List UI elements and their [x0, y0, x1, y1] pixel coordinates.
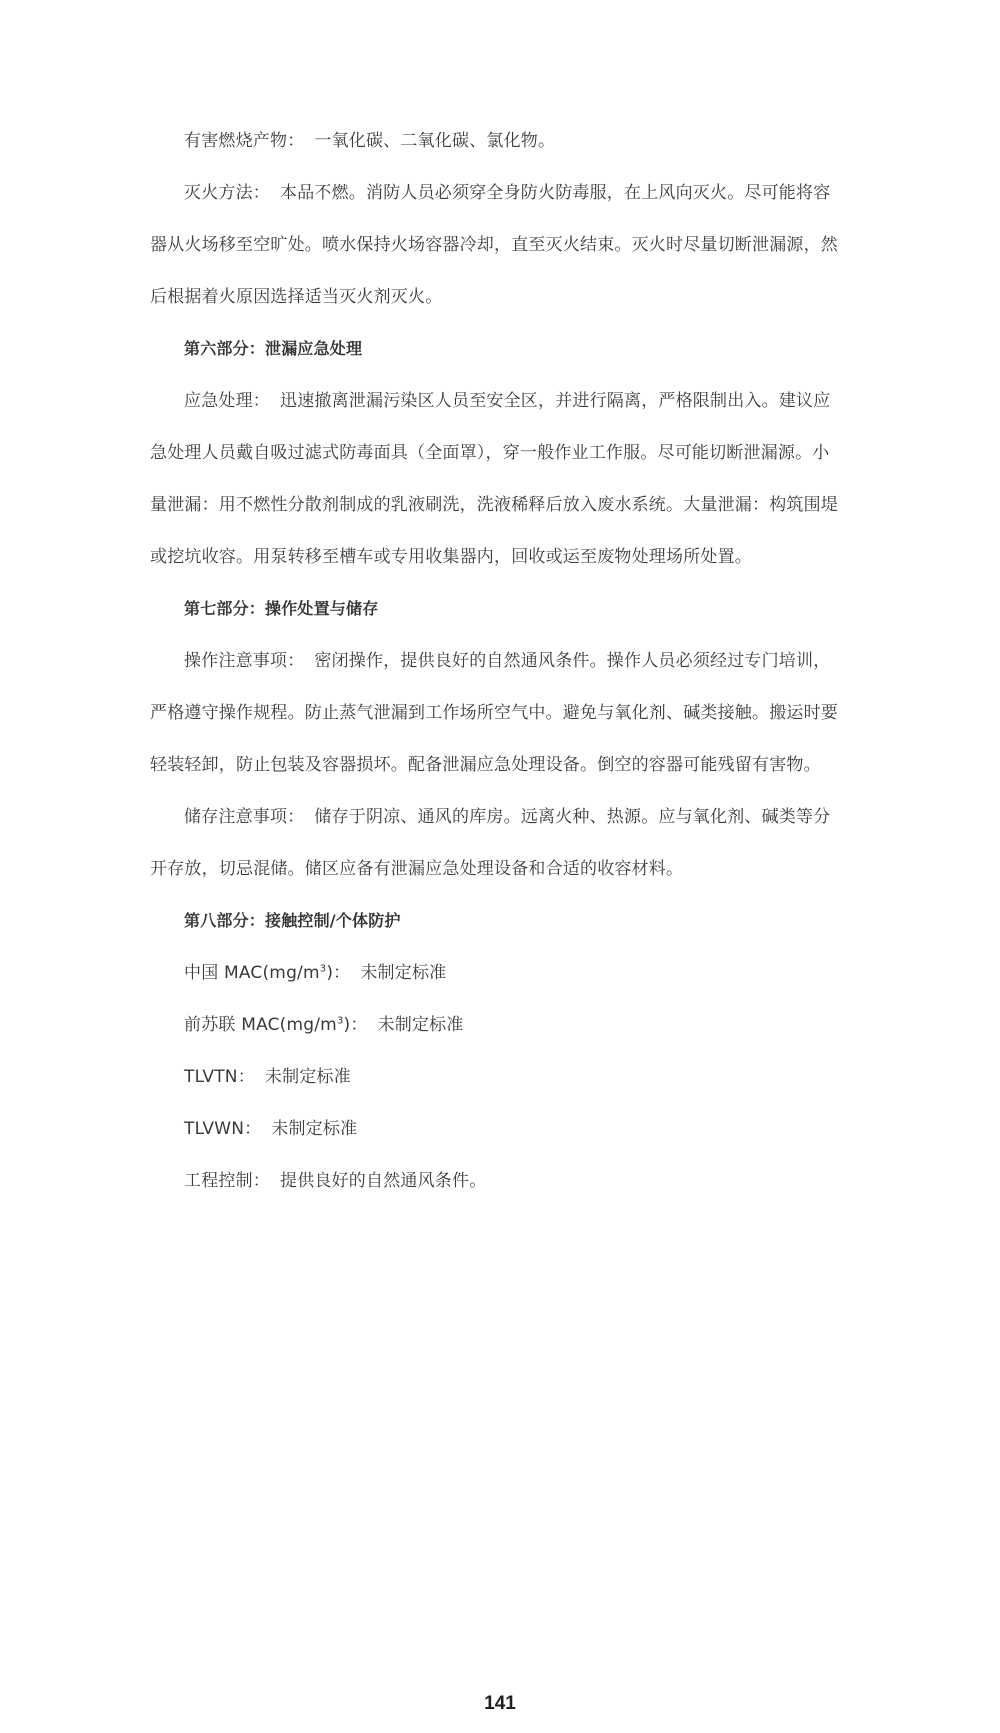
fire-method-line-2: 器从火场移至空旷处。喷水保持火场容器冷却，直至灭火结束。灭火时尽量切断泄漏源，然	[150, 235, 838, 255]
engineering-control-paragraph	[150, 1168, 856, 1194]
storage-line-1: 储存于阴凉、通风的库房。远离火种、热源。应与氧化剂、碱类等分	[314, 807, 831, 827]
combustion-products-label: 有害燃烧产物：	[184, 131, 305, 151]
section6-heading: 第六部分：泄漏应急处理	[184, 339, 363, 358]
storage-line-2: 开存放，切忌混储。储区应备有泄漏应急处理设备和合适的收容材料。	[150, 859, 684, 879]
tlvtn-paragraph	[150, 1064, 856, 1090]
combustion-products-paragraph	[150, 128, 856, 154]
emergency-line-4: 或挖坑收容。用泵转移至槽车或专用收集器内，回收或运至废物处理场所处置。	[150, 547, 752, 567]
operation-line-1: 密闭操作，提供良好的自然通风条件。操作人员必须经过专门培训，	[314, 651, 831, 671]
ussr-mac-label: 前苏联 $MAC(mg/m^3)$：	[184, 1015, 368, 1035]
combustion-products-value: 一氧化碳、二氧化碳、氯化物。	[314, 131, 556, 151]
fire-method-line-1: 本品不燃。消防人员必须穿全身防火防毒服，在上风向灭火。尽可能将容	[280, 183, 831, 203]
tlvtn-value: 未制定标准	[264, 1067, 351, 1087]
ussr-mac-value: 未制定标准	[377, 1015, 464, 1035]
china-mac-value: 未制定标准	[360, 963, 447, 983]
emergency-line-1: 迅速撤离泄漏污染区人员至安全区，并进行隔离，严格限制出入。建议应	[280, 391, 831, 411]
china-mac-label: 中国 $MAC(mg/m^3)$：	[184, 963, 351, 983]
engineering-control-label: 工程控制：	[184, 1171, 270, 1191]
operation-label: 操作注意事项：	[184, 651, 305, 671]
fire-method-label: 灭火方法：	[184, 183, 270, 203]
storage-paragraph	[150, 804, 856, 882]
emergency-paragraph	[150, 388, 856, 570]
emergency-label: 应急处理：	[184, 391, 270, 411]
tlvtn-label: TLVTN：	[184, 1067, 255, 1087]
tlvwn-paragraph	[150, 1116, 856, 1142]
engineering-control-value: 提供良好的自然通风条件。	[280, 1171, 487, 1191]
section8-heading: 第八部分：接触控制/个体防护	[184, 911, 401, 930]
china-mac-paragraph	[150, 960, 856, 986]
tlvwn-value: 未制定标准	[271, 1119, 358, 1139]
emergency-line-3: 量泄漏：用不燃性分散剂制成的乳液刷洗，洗液稀释后放入废水系统。大量泄漏：构筑围堤	[150, 495, 838, 515]
emergency-line-2: 急处理人员戴自吸过滤式防毒面具（全面罩），穿一般作业工作服。尽可能切断泄漏源。小	[150, 443, 830, 463]
operation-line-2: 严格遵守操作规程。防止蒸气泄漏到工作场所空气中。避免与氧化剂、碱类接触。搬运时要	[150, 703, 838, 723]
page-content	[150, 128, 856, 1194]
operation-line-3: 轻装轻卸，防止包装及容器损坏。配备泄漏应急处理设备。倒空的容器可能残留有害物。	[150, 755, 821, 775]
section7-heading: 第七部分：操作处置与储存	[184, 599, 379, 618]
operation-paragraph	[150, 648, 856, 778]
page-number: 141	[484, 1693, 516, 1714]
fire-method-paragraph	[150, 180, 856, 310]
tlvwn-label: TLVWN：	[184, 1119, 262, 1139]
storage-label: 储存注意事项：	[184, 807, 305, 827]
ussr-mac-paragraph	[150, 1012, 856, 1038]
fire-method-line-3: 后根据着火原因选择适当灭火剂灭火。	[150, 287, 443, 307]
